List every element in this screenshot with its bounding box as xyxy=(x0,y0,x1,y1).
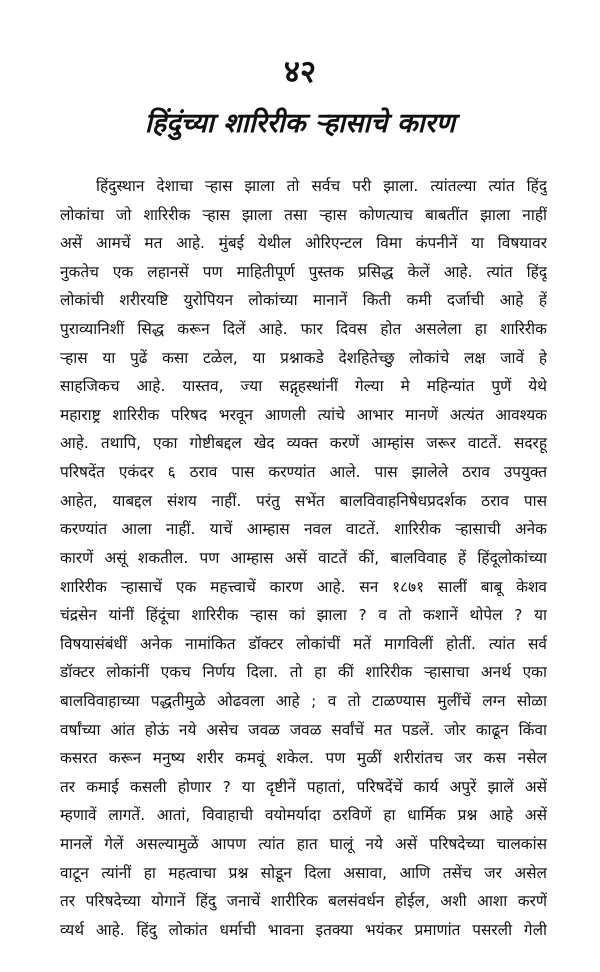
text-line: डॉक्टर लोकांनीं एकच निर्णय दिला. तो हा कीं शारिरीक ऱ्हासाचा अनर्थ एका xyxy=(60,663,547,682)
text-line: करण्यांत आला नाहीं. याचें आम्हास नवल वाटतें. शारिरीक ऱ्हासाची अनेक xyxy=(60,520,547,539)
text-line: बालविवाहाच्या पद्धतीमुळे ओढवला आहे ; व तो टाळण्यास मुलींचें लग्न सोळा xyxy=(60,691,547,710)
text-line: नुकतेच एक लहानसें पण माहितीपूर्ण पुस्तक प्रसिद्ध केलें आहे. त्यांत हिंदू xyxy=(60,262,547,281)
text-line: विषयासंबंधीं अनेक नामांकित डॉक्टर लोकांचीं मतें मागविलीं होतीं. त्यांत सर्व xyxy=(60,634,547,653)
text-line: असें आमचें मत आहे. मुंबई येथील ओरिएन्टल विमा कंपनीनें या विषयावर xyxy=(60,234,547,253)
text-line: आहे. तथापि, एका गोष्टीबद्दल खेद व्यक्त करणें आम्हांस जरूर वाटतें. सदरहू xyxy=(60,434,547,453)
text-line: तर कमाई कसली होणार ? या दृष्टीनें पहातां, परिषदेंचें कार्य अपुरें झालें असें xyxy=(60,777,547,796)
text-line: व्यर्थ आहे. हिंदु लोकांत धर्माची भावना इतक्या भयंकर प्रमाणांत पसरली गेली xyxy=(60,920,547,939)
chapter-title: हिंदुंच्या शारिरीक ऱ्हासाचे कारण xyxy=(144,108,456,139)
text-line: लोकांचा जो शारिरीक ऱ्हास झाला तसा ऱ्हास कोणत्याच बाबतींत झाला नाहीं xyxy=(60,205,547,224)
text-line: मानलें गेलें असल्यामुळें आपण त्यांत हात घालूं नये असें परिषदेच्या चालकांस xyxy=(60,835,547,854)
text-line: साहजिकच आहे. यास्तव, ज्या सद्गृहस्थांनीं गेल्या मे महिन्यांत पुणें येथे xyxy=(60,377,547,396)
text-line: कारणें असूं शकतील. पण आम्हास असें वाटतें कीं, बालविवाह हें हिंदूलोकांच्या xyxy=(60,548,547,567)
text-line: शारिरीक ऱ्हासाचें एक महत्त्वाचें कारण आहे. सन १८७१ सालीं बाबू केशव xyxy=(60,577,547,596)
text-line: परिषदेंत एकंदर ६ ठराव पास करण्यांत आले. पास झालेले ठराव उपयुक्त xyxy=(60,463,547,482)
chapter-number: ४२ xyxy=(283,54,317,90)
text-line: चंद्रसेन यांनीं हिंदूंचा शारिरीक ऱ्हास कां झाला ? व तो कशानें थोपेल ? या xyxy=(60,606,547,625)
text-line: ऱ्हास या पुढें कसा टळेल, या प्रश्नाकडे देशहितेच्छु लोकांचे लक्ष जावें हे xyxy=(60,348,547,367)
text-line: महाराष्ट्र शारिरीक परिषद भरवून आणली त्यांचे आभार मानणें अत्यंत आवश्यक xyxy=(60,405,547,424)
body-text xyxy=(60,172,547,944)
text-line: म्हणावें लागतें. आतां, विवाहाची वयोमर्यादा ठरविणें हा धार्मिक प्रश्न आहे असें xyxy=(60,806,547,825)
text-line: कसरत करून मनुष्य शरीर कमवूं शकेल. पण मुळीं शरीरांतच जर कस नसेल xyxy=(60,749,547,768)
text-line: हिंदुस्थान देशाचा ऱ्हास झाला तो सर्वच परी झाला. त्यांतल्या त्यांत हिंदु xyxy=(96,177,547,195)
text-line: वर्षांच्या आंत होऊं नये असेच जवळ जवळ सर्वांचें मत पडलें. जोर काढून किंवा xyxy=(60,720,547,739)
text-line: पुराव्यानिशीं सिद्ध करून दिलें आहे. फार दिवस होत असलेला हा शारिरीक xyxy=(60,320,547,339)
text-line: वाटून त्यांनीं हा महत्वाचा प्रश्न सोडून दिला असावा, आणि तसेंच जर असेल xyxy=(60,863,547,882)
text-line: लोकांची शरीरयष्टि युरोपियन लोकांच्या मानानें किती कमी दर्जाची आहे हें xyxy=(60,291,547,310)
text-line: तर परिषदेच्या योगानें हिंदु जनाचें शारीरिक बलसंवर्धन होईल, अशी आशा करणें xyxy=(60,892,547,911)
text-line: आहेत, याबद्दल संशय नाहीं. परंतु सभेंत बालविवाहनिषेधप्रदर्शक ठराव पास xyxy=(60,491,547,510)
